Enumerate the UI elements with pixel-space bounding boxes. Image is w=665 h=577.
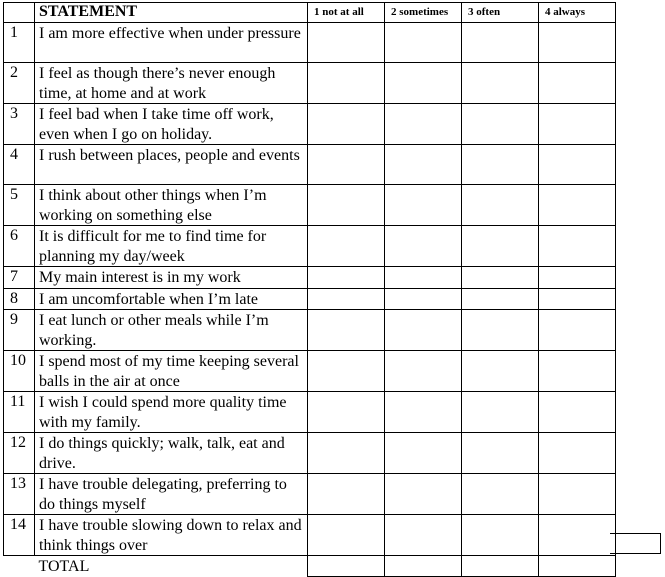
row-number: 4 — [4, 145, 35, 185]
rating-cell-3[interactable] — [462, 145, 539, 185]
row-number: 5 — [4, 185, 35, 226]
statement-row — [4, 351, 616, 392]
statement-row — [4, 145, 616, 185]
statement-text: I think about other things when I’m working on something else — [35, 185, 308, 226]
rating-cell-1[interactable] — [308, 433, 385, 474]
rating-cell-4[interactable] — [539, 515, 616, 556]
rating-cell-1[interactable] — [308, 226, 385, 267]
rating-cell-2[interactable] — [385, 145, 462, 185]
statement-text: It is difficult for me to find time for planning my day/week — [35, 226, 308, 267]
rating-cell-3[interactable] — [462, 392, 539, 433]
rating-cell-3[interactable] — [462, 63, 539, 104]
total-extra-cell[interactable] — [610, 533, 661, 554]
rating-cell-1[interactable] — [308, 392, 385, 433]
rating-cell-4[interactable] — [539, 63, 616, 104]
statement-text: I feel bad when I take time off work, even when I go on holiday. — [35, 104, 308, 145]
questionnaire-table — [3, 2, 616, 577]
rating-cell-1[interactable] — [308, 23, 385, 63]
statement-text: I spend most of my time keeping several balls in the air at once — [35, 351, 308, 392]
rating-cell-4[interactable] — [539, 392, 616, 433]
rating-cell-4[interactable] — [539, 104, 616, 145]
rating-cell-2[interactable] — [385, 288, 462, 310]
rating-cell-4[interactable] — [539, 288, 616, 310]
rating-cell-2[interactable] — [385, 474, 462, 515]
option-header-1: 1 not at all — [308, 3, 385, 23]
rating-cell-2[interactable] — [385, 433, 462, 474]
statement-text: I eat lunch or other meals while I’m working. — [35, 310, 308, 351]
statement-text: I have trouble delegating, preferring to do things myself — [35, 474, 308, 515]
statement-row — [4, 433, 616, 474]
row-number: 12 — [4, 433, 35, 474]
rating-cell-2[interactable] — [385, 392, 462, 433]
rating-cell-4[interactable] — [539, 310, 616, 351]
row-number: 13 — [4, 474, 35, 515]
rating-cell-3[interactable] — [462, 267, 539, 289]
rating-cell-1[interactable] — [308, 351, 385, 392]
rating-cell-3[interactable] — [462, 23, 539, 63]
statement-text: I do things quickly; walk, talk, eat and drive. — [35, 433, 308, 474]
rating-cell-3[interactable] — [462, 433, 539, 474]
rating-cell-3[interactable] — [462, 310, 539, 351]
statement-text: I rush between places, people and events — [35, 145, 308, 185]
rating-cell-3[interactable] — [462, 515, 539, 556]
statement-row — [4, 474, 616, 515]
row-number: 9 — [4, 310, 35, 351]
rating-cell-1[interactable] — [308, 267, 385, 289]
statement-text: I have trouble slowing down to relax and think things over — [35, 515, 308, 556]
statement-text: My main interest is in my work — [35, 267, 308, 289]
statement-text: I wish I could spend more quality time with my family. — [35, 392, 308, 433]
statement-row — [4, 185, 616, 226]
row-number: 10 — [4, 351, 35, 392]
statement-text: I feel as though there’s never enough time, at home and at work — [35, 63, 308, 104]
rating-cell-1[interactable] — [308, 104, 385, 145]
statement-row — [4, 267, 616, 289]
rating-cell-1[interactable] — [308, 145, 385, 185]
rating-cell-3[interactable] — [462, 185, 539, 226]
statement-row — [4, 392, 616, 433]
row-number: 8 — [4, 288, 35, 310]
row-number: 7 — [4, 267, 35, 289]
rating-cell-2[interactable] — [385, 310, 462, 351]
option-header-3: 3 often — [462, 3, 539, 23]
rating-cell-3[interactable] — [462, 288, 539, 310]
rating-cell-2[interactable] — [385, 104, 462, 145]
rating-cell-2[interactable] — [385, 185, 462, 226]
rating-cell-1[interactable] — [308, 310, 385, 351]
number-header — [4, 3, 35, 23]
statement-row — [4, 63, 616, 104]
row-number: 2 — [4, 63, 35, 104]
row-number: 3 — [4, 104, 35, 145]
rating-cell-2[interactable] — [385, 267, 462, 289]
statement-row — [4, 23, 616, 63]
rating-cell-1[interactable] — [308, 288, 385, 310]
rating-cell-3[interactable] — [462, 351, 539, 392]
statement-header: STATEMENT — [35, 3, 308, 23]
rating-cell-2[interactable] — [385, 515, 462, 556]
option-header-2: 2 sometimes — [385, 3, 462, 23]
rating-cell-4[interactable] — [539, 23, 616, 63]
rating-cell-4[interactable] — [539, 474, 616, 515]
statement-row — [4, 288, 616, 310]
rating-cell-3[interactable] — [462, 104, 539, 145]
statement-row — [4, 104, 616, 145]
rating-cell-4[interactable] — [539, 226, 616, 267]
option-header-4: 4 always — [539, 3, 616, 23]
rating-cell-2[interactable] — [385, 63, 462, 104]
header-row — [4, 3, 616, 23]
statement-row — [4, 226, 616, 267]
rating-cell-4[interactable] — [539, 351, 616, 392]
rating-cell-4[interactable] — [539, 145, 616, 185]
rating-cell-1[interactable] — [308, 63, 385, 104]
rating-cell-1[interactable] — [308, 515, 385, 556]
rating-cell-1[interactable] — [308, 185, 385, 226]
rating-cell-2[interactable] — [385, 23, 462, 63]
total-label: TOTAL — [35, 556, 308, 577]
row-number: 11 — [4, 392, 35, 433]
row-number: 1 — [4, 23, 35, 63]
statement-text: I am uncomfortable when I’m late — [35, 288, 308, 310]
row-number: 14 — [4, 515, 35, 556]
rating-cell-3[interactable] — [462, 474, 539, 515]
rating-cell-4[interactable] — [539, 433, 616, 474]
rating-cell-1[interactable] — [308, 474, 385, 515]
rating-cell-3[interactable] — [462, 226, 539, 267]
rating-cell-4[interactable] — [539, 185, 616, 226]
rating-cell-4[interactable] — [539, 267, 616, 289]
rating-cell-2[interactable] — [385, 226, 462, 267]
statement-text: I am more effective when under pressure — [35, 23, 308, 63]
row-number: 6 — [4, 226, 35, 267]
rating-cell-2[interactable] — [385, 351, 462, 392]
statement-row — [4, 515, 616, 556]
statement-row — [4, 310, 616, 351]
